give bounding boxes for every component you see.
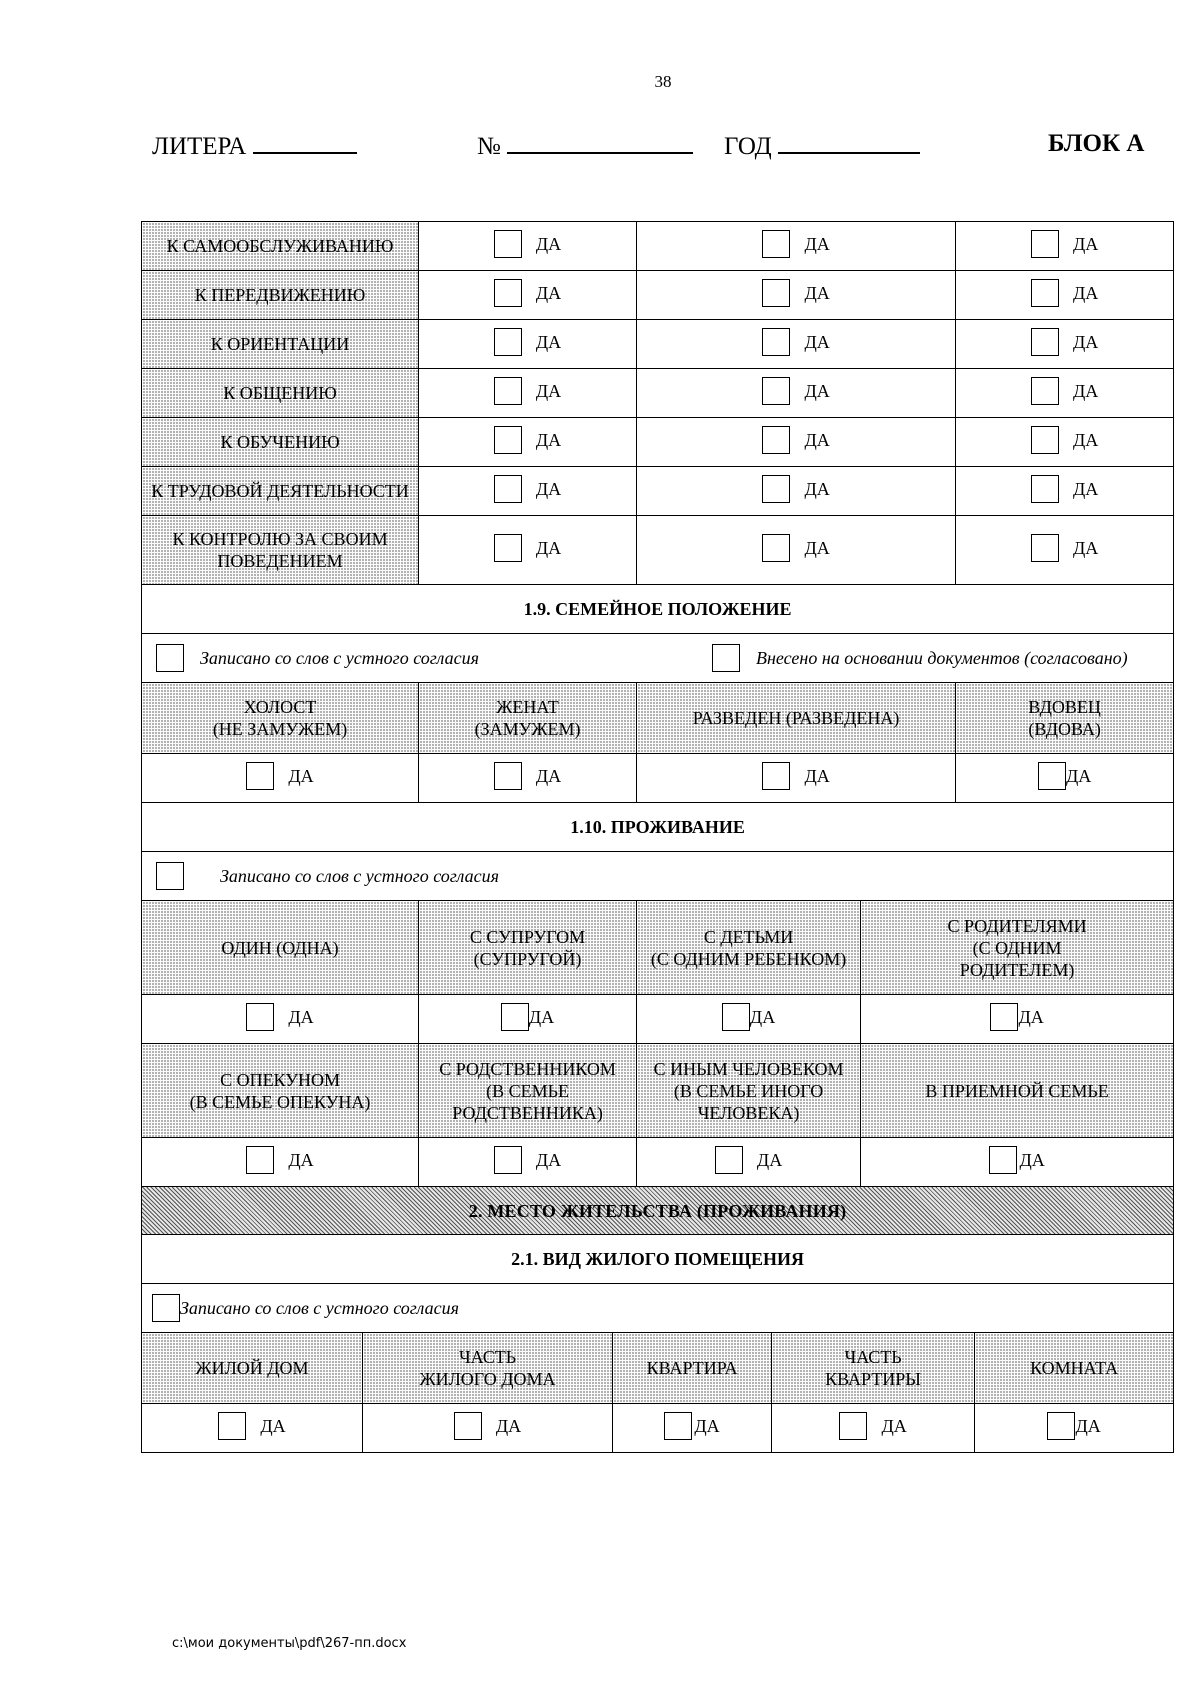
yes-label: ДА: [528, 1006, 555, 1027]
litera-blank[interactable]: [253, 130, 357, 154]
footer-file-path: c:\мои документы\pdf\267-пп.docx: [172, 1636, 407, 1651]
ability-label: К ОБУЧЕНИЮ: [142, 418, 419, 467]
residence-consent-cell: [142, 1284, 1174, 1333]
residence-section-title: 2. МЕСТО ЖИТЕЛЬСТВА (ПРОЖИВАНИЯ): [142, 1187, 1174, 1235]
ability-label: К ОРИЕНТАЦИИ: [142, 320, 419, 369]
year-blank[interactable]: [778, 130, 920, 154]
checkbox[interactable]: [246, 1003, 274, 1031]
checkbox[interactable]: [501, 1003, 529, 1031]
yes-cell: [772, 1404, 975, 1453]
yes-label: ДА: [535, 282, 562, 303]
residence-yes-row: [142, 1404, 1174, 1453]
ability-row: [142, 369, 1174, 418]
residence-option-apartment: КВАРТИРА: [613, 1333, 772, 1404]
number-blank[interactable]: [507, 130, 693, 154]
yes-label: ДА: [535, 537, 562, 558]
yes-label: ДА: [1072, 282, 1099, 303]
yes-cell: [861, 1138, 1174, 1187]
checkbox[interactable]: [494, 534, 522, 562]
yes-cell: [637, 467, 956, 516]
yes-label: ДА: [535, 1149, 562, 1170]
living-consent-cell: [142, 852, 1174, 901]
yes-label: ДА: [1072, 380, 1099, 401]
year-label: ГОД: [724, 133, 772, 160]
checkbox[interactable]: [246, 762, 274, 790]
yes-label: ДА: [1072, 537, 1099, 558]
yes-label: ДА: [535, 233, 562, 254]
checkbox[interactable]: [712, 644, 740, 672]
yes-cell: [637, 320, 956, 369]
checkbox[interactable]: [1031, 534, 1059, 562]
yes-cell: [419, 320, 637, 369]
yes-label: ДА: [260, 1415, 286, 1436]
living-section-row: [142, 803, 1174, 852]
yes-label: ДА: [535, 478, 562, 499]
checkbox[interactable]: [762, 762, 790, 790]
checkbox[interactable]: [494, 279, 522, 307]
yes-label: ДА: [694, 1415, 720, 1436]
ability-row: [142, 222, 1174, 271]
checkbox[interactable]: [1047, 1412, 1075, 1440]
checkbox[interactable]: [494, 230, 522, 258]
ability-row: [142, 418, 1174, 467]
ability-row: [142, 320, 1174, 369]
checkbox[interactable]: [762, 475, 790, 503]
consent-oral-label: Записано со слов с устного согласия: [180, 1298, 459, 1318]
checkbox[interactable]: [1038, 762, 1066, 790]
checkbox[interactable]: [1031, 328, 1059, 356]
checkbox[interactable]: [1031, 475, 1059, 503]
page-number: 38: [654, 72, 672, 91]
checkbox[interactable]: [762, 377, 790, 405]
yes-label: ДА: [535, 765, 562, 786]
family-section-title: 1.9. СЕМЕЙНОЕ ПОЛОЖЕНИЕ: [142, 585, 1174, 634]
yes-label: ДА: [881, 1415, 907, 1436]
yes-cell: [956, 516, 1174, 585]
residence-option-house: ЖИЛОЙ ДОМ: [142, 1333, 363, 1404]
yes-label: ДА: [1072, 331, 1099, 352]
ability-label: К САМООБСЛУЖИВАНИЮ: [142, 222, 419, 271]
yes-cell: [419, 1138, 637, 1187]
yes-label: ДА: [804, 429, 830, 450]
yes-cell: [956, 369, 1174, 418]
living-option-foster-family: В ПРИЕМНОЙ СЕМЬЕ: [861, 1044, 1174, 1138]
checkbox[interactable]: [156, 862, 184, 890]
living-yes-row: [142, 995, 1174, 1044]
yes-cell: [956, 320, 1174, 369]
yes-cell: [142, 754, 419, 803]
yes-cell: [637, 516, 956, 585]
yes-cell: [419, 222, 637, 271]
form-table: [141, 221, 1174, 1453]
yes-label: ДА: [535, 331, 562, 352]
ability-row: [142, 467, 1174, 516]
yes-cell: [637, 369, 956, 418]
year-field: [724, 130, 920, 161]
yes-cell: [637, 271, 956, 320]
yes-cell: [861, 995, 1174, 1044]
yes-cell: [142, 1138, 419, 1187]
checkbox[interactable]: [1031, 426, 1059, 454]
family-consent-row: [142, 634, 1174, 683]
ability-label: К ОБЩЕНИЮ: [142, 369, 419, 418]
checkbox[interactable]: [494, 377, 522, 405]
yes-label: ДА: [1075, 1415, 1101, 1436]
yes-label: ДА: [804, 331, 830, 352]
block-label: БЛОК А: [1048, 130, 1145, 157]
number-field: [477, 130, 693, 161]
yes-cell: [956, 222, 1174, 271]
residence-section-row: [142, 1187, 1174, 1235]
yes-cell: [637, 1138, 861, 1187]
yes-label: ДА: [804, 537, 830, 558]
yes-label: ДА: [288, 765, 314, 786]
checkbox[interactable]: [762, 534, 790, 562]
family-option-divorced: РАЗВЕДЕН (РАЗВЕДЕНА): [637, 683, 956, 754]
yes-label: ДА: [1072, 478, 1099, 499]
yes-cell: [419, 271, 637, 320]
checkbox[interactable]: [762, 279, 790, 307]
family-options-row: [142, 683, 1174, 754]
checkbox[interactable]: [1031, 377, 1059, 405]
yes-cell: [419, 418, 637, 467]
yes-cell: [637, 222, 956, 271]
yes-cell: [975, 1404, 1174, 1453]
ability-row: [142, 271, 1174, 320]
checkbox[interactable]: [494, 762, 522, 790]
yes-cell: [956, 467, 1174, 516]
living-options-row: [142, 901, 1174, 995]
family-option-single: ХОЛОСТ (НЕ ЗАМУЖЕМ): [142, 683, 419, 754]
number-label: №: [477, 133, 501, 160]
checkbox[interactable]: [762, 230, 790, 258]
yes-label: ДА: [1019, 1149, 1045, 1170]
yes-label: ДА: [804, 765, 830, 786]
ability-label: К ПЕРЕДВИЖЕНИЮ: [142, 271, 419, 320]
residence-option-house-part: ЧАСТЬ ЖИЛОГО ДОМА: [363, 1333, 613, 1404]
yes-cell: [419, 516, 637, 585]
checkbox[interactable]: [494, 426, 522, 454]
yes-label: ДА: [804, 282, 830, 303]
family-section-row: [142, 585, 1174, 634]
family-yes-row: [142, 754, 1174, 803]
family-consent-cell: [142, 634, 1174, 683]
yes-cell: [419, 467, 637, 516]
yes-cell: [142, 1404, 363, 1453]
living-option-relative: С РОДСТВЕННИКОМ (В СЕМЬЕ РОДСТВЕННИКА): [419, 1044, 637, 1138]
family-option-married: ЖЕНАТ (ЗАМУЖЕМ): [419, 683, 637, 754]
checkbox[interactable]: [722, 1003, 750, 1031]
consent-oral-label: Записано со слов с устного согласия: [200, 648, 479, 668]
yes-cell: [637, 995, 861, 1044]
yes-cell: [956, 418, 1174, 467]
consent-docs-label: Внесено на основании документов (согласовано): [756, 648, 1128, 668]
checkbox[interactable]: [1031, 279, 1059, 307]
yes-cell: [419, 369, 637, 418]
living-option-spouse: С СУПРУГОМ (СУПРУГОЙ): [419, 901, 637, 995]
yes-label: ДА: [804, 380, 830, 401]
consent-oral-label: Записано со слов с устного согласия: [220, 866, 499, 886]
living-section-title: 1.10. ПРОЖИВАНИЕ: [142, 803, 1174, 852]
yes-cell: [637, 418, 956, 467]
family-option-widowed: ВДОВЕЦ (ВДОВА): [956, 683, 1174, 754]
living-option-parents: С РОДИТЕЛЯМИ (С ОДНИМ РОДИТЕЛЕМ): [861, 901, 1174, 995]
checkbox[interactable]: [494, 1146, 522, 1174]
living-option-children: С ДЕТЬМИ (С ОДНИМ РЕБЕНКОМ): [637, 901, 861, 995]
yes-cell: [363, 1404, 613, 1453]
residence-option-room: КОМНАТА: [975, 1333, 1174, 1404]
checkbox[interactable]: [494, 328, 522, 356]
yes-label: ДА: [535, 380, 562, 401]
checkbox[interactable]: [1031, 230, 1059, 258]
checkbox[interactable]: [990, 1003, 1018, 1031]
checkbox[interactable]: [218, 1412, 246, 1440]
yes-label: ДА: [1072, 429, 1099, 450]
ability-label: К КОНТРОЛЮ ЗА СВОИМ ПОВЕДЕНИЕМ: [142, 516, 419, 585]
checkbox[interactable]: [454, 1412, 482, 1440]
yes-label: ДА: [749, 1006, 776, 1027]
living-yes-row-2: [142, 1138, 1174, 1187]
yes-label: ДА: [1065, 765, 1092, 786]
yes-label: ДА: [756, 1149, 783, 1170]
yes-cell: [637, 754, 956, 803]
yes-cell: [142, 995, 419, 1044]
yes-cell: [419, 995, 637, 1044]
checkbox[interactable]: [715, 1146, 743, 1174]
yes-label: ДА: [535, 429, 562, 450]
living-options-row-2: [142, 1044, 1174, 1138]
residence-options-row: [142, 1333, 1174, 1404]
checkbox[interactable]: [989, 1146, 1017, 1174]
yes-cell: [956, 271, 1174, 320]
living-option-other-person: С ИНЫМ ЧЕЛОВЕКОМ (В СЕМЬЕ ИНОГО ЧЕЛОВЕКА): [637, 1044, 861, 1138]
yes-label: ДА: [288, 1149, 314, 1170]
living-consent-row: [142, 852, 1174, 901]
residence-subsection-row: [142, 1235, 1174, 1284]
yes-cell: [956, 754, 1174, 803]
checkbox[interactable]: [762, 328, 790, 356]
checkbox[interactable]: [246, 1146, 274, 1174]
yes-cell: [613, 1404, 772, 1453]
yes-label: ДА: [1072, 233, 1099, 254]
ability-label: К ТРУДОВОЙ ДЕЯТЕЛЬНОСТИ: [142, 467, 419, 516]
living-option-alone: ОДИН (ОДНА): [142, 901, 419, 995]
residence-consent-row: [142, 1284, 1174, 1333]
checkbox[interactable]: [762, 426, 790, 454]
residence-option-apartment-part: ЧАСТЬ КВАРТИРЫ: [772, 1333, 975, 1404]
yes-label: ДА: [804, 233, 830, 254]
residence-subsection-title: 2.1. ВИД ЖИЛОГО ПОМЕЩЕНИЯ: [142, 1235, 1174, 1284]
yes-cell: [419, 754, 637, 803]
yes-label: ДА: [804, 478, 830, 499]
checkbox[interactable]: [664, 1412, 692, 1440]
litera-label: ЛИТЕРА: [152, 133, 247, 160]
ability-row: [142, 516, 1174, 585]
checkbox[interactable]: [152, 1294, 180, 1322]
checkbox[interactable]: [156, 644, 184, 672]
checkbox[interactable]: [839, 1412, 867, 1440]
litera-field: [152, 130, 357, 161]
yes-label: ДА: [1018, 1006, 1044, 1027]
yes-label: ДА: [288, 1006, 314, 1027]
living-option-guardian: С ОПЕКУНОМ (В СЕМЬЕ ОПЕКУНА): [142, 1044, 419, 1138]
checkbox[interactable]: [494, 475, 522, 503]
yes-label: ДА: [495, 1415, 522, 1436]
